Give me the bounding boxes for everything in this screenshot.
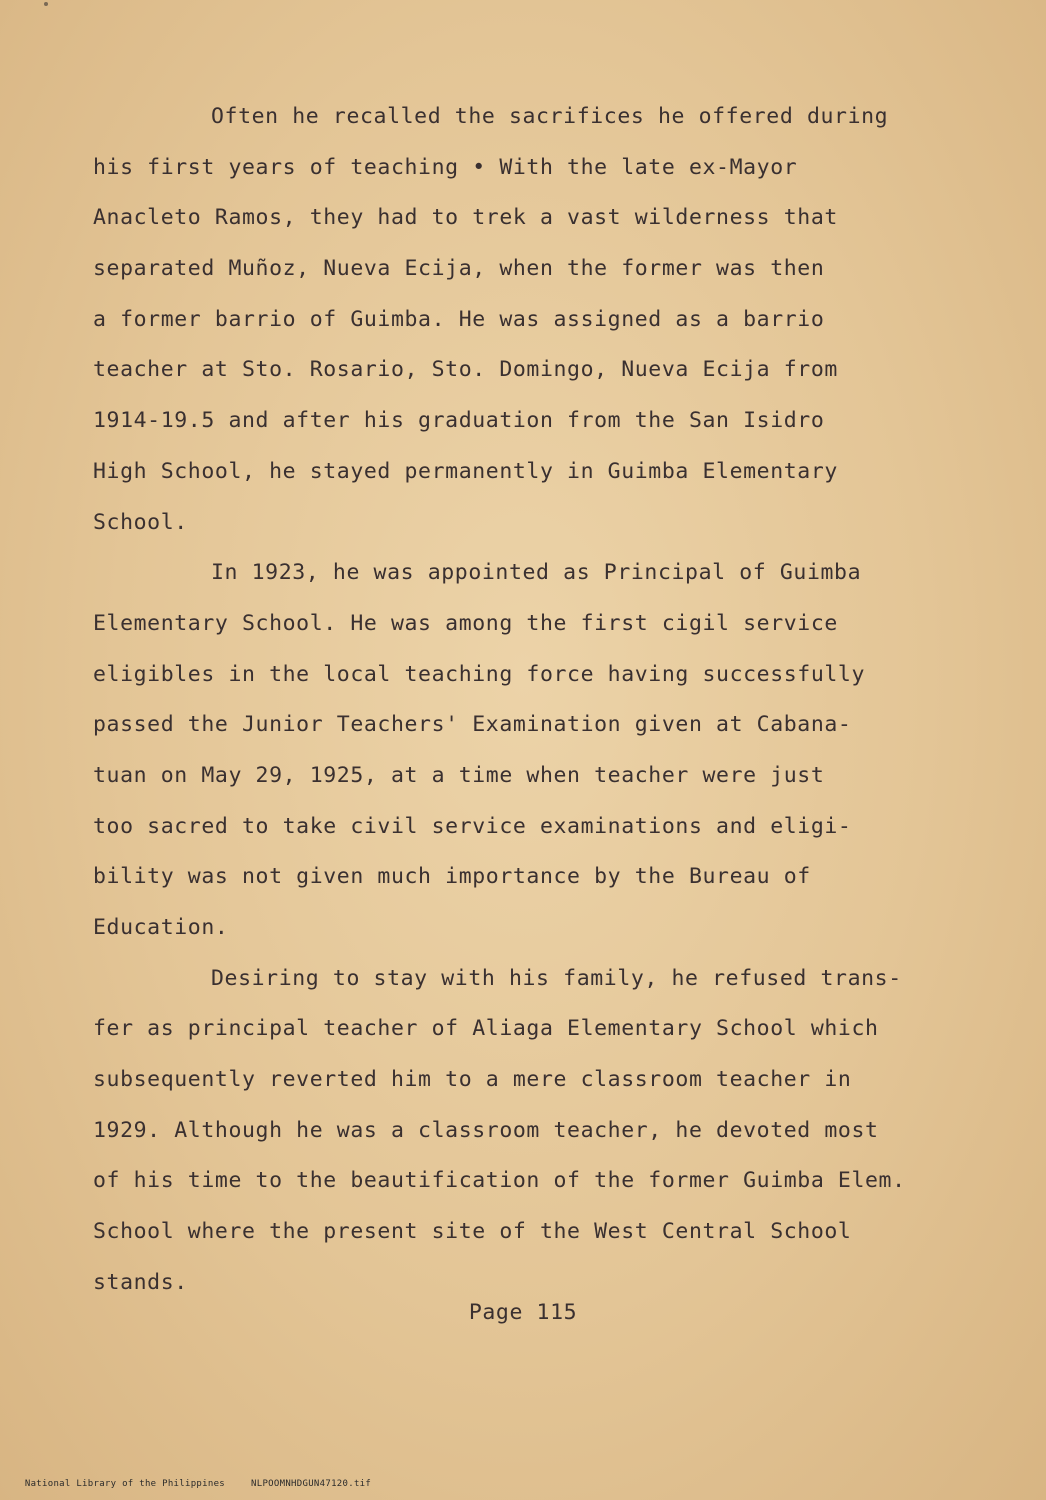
page-number: Page 115: [468, 1300, 578, 1325]
text-line: teacher at Sto. Rosario, Sto. Domingo, Nueva Ecija from: [93, 357, 838, 383]
text-line: Education.: [93, 915, 229, 940]
text-line: tuan on May 29, 1925, at a time when teacher were just: [93, 762, 825, 788]
text-line: a former barrio of Guimba. He was assigned as a barrio: [93, 306, 825, 332]
text-line: subsequently reverted him to a mere classroom teacher in: [93, 1067, 852, 1093]
scan-footer: [2, 1469, 371, 1499]
ink-mark: [44, 2, 48, 6]
document-body: [93, 92, 973, 1309]
text-line: his first years of teaching • With the late ex-Mayor: [93, 154, 798, 180]
text-line: stands.: [93, 1269, 188, 1295]
text-line: Often he recalled the sacrifices he offered during: [211, 104, 889, 129]
text-line: In 1923, he was appointed as Principal of Guimba: [211, 560, 862, 586]
text-line: 1929. Although he was a classroom teacher, he devoted most: [93, 1117, 879, 1143]
text-line: School.: [93, 509, 188, 535]
text-line: Desiring to stay with his family, he refused trans-: [211, 965, 902, 991]
text-line: School where the present site of the West Central School: [93, 1219, 852, 1245]
text-line: too sacred to take civil service examinations and eligi-: [93, 813, 852, 839]
file-id: NLPOOMNHDGUN47120.tif: [251, 1479, 372, 1489]
text-line: High School, he stayed permanently in Guimba Elementary: [93, 458, 838, 484]
text-line: separated Muñoz, Nueva Ecija, when the former was then: [93, 256, 825, 282]
text-line: of his time to the beautification of the former Guimba Elem.: [93, 1168, 906, 1194]
text-line: fer as principal teacher of Aliaga Elementary School which: [93, 1016, 879, 1042]
text-line: bility was not given much importance by the Bureau of: [93, 864, 811, 890]
text-line: passed the Junior Teachers' Examination given at Cabana-: [93, 712, 852, 738]
text-line: eligibles in the local teaching force having successfully: [93, 661, 866, 687]
text-line: Elementary School. He was among the first cigil service: [93, 610, 838, 636]
library-credit: National Library of the Philippines: [24, 1479, 226, 1489]
text-line: 1914-19.5 and after his graduation from the San Isidro: [93, 408, 825, 434]
text-line: Anacleto Ramos, they had to trek a vast wilderness that: [93, 205, 838, 231]
